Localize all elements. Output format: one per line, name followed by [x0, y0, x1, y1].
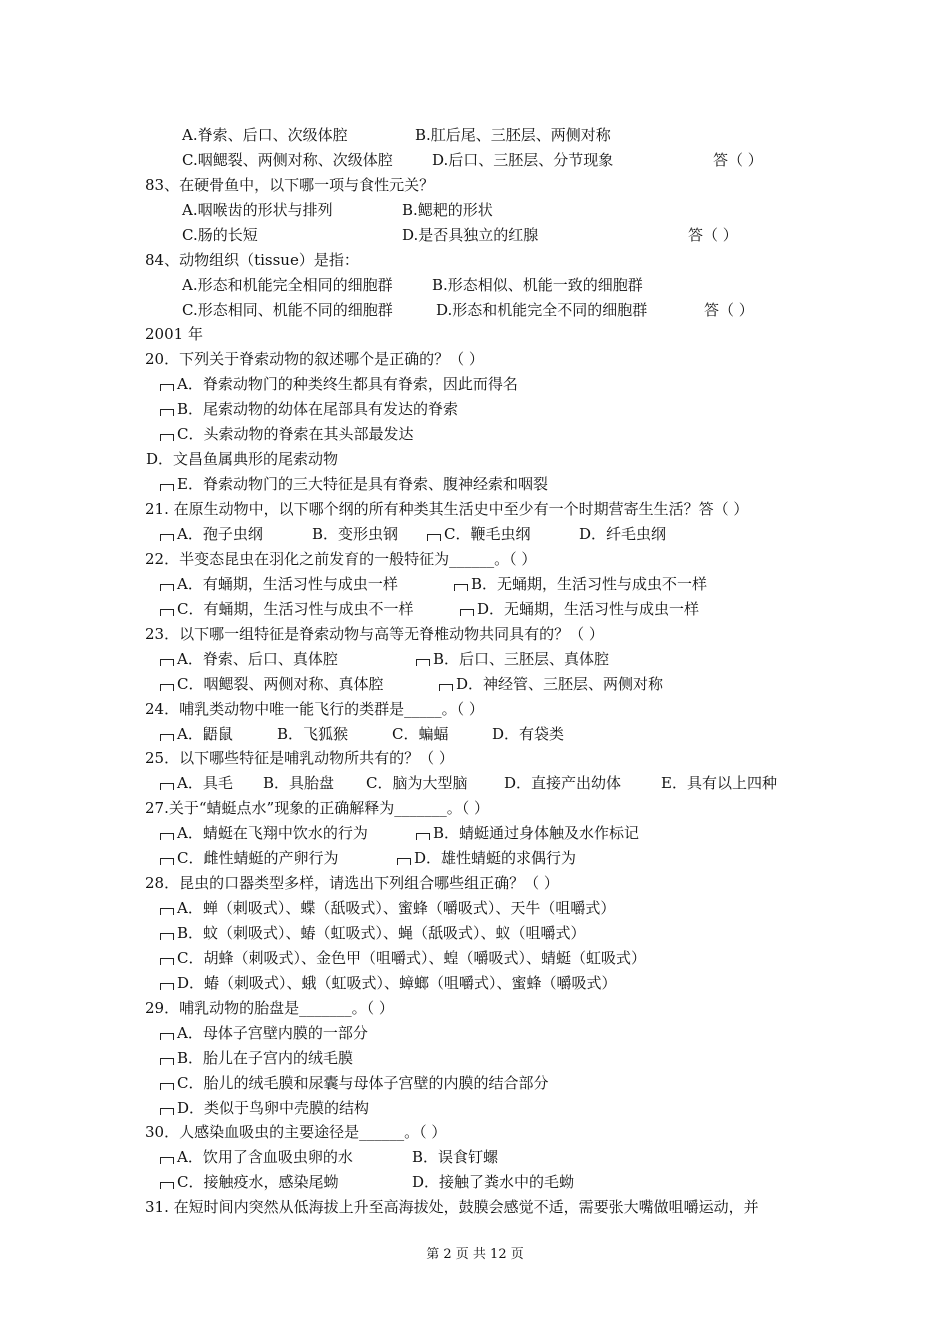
question-31: 31. 在短时间内突然从低海拔上升至高海拔处，鼓膜会感觉不适，需要张大嘴做咀嚼运动，并: [145, 1198, 759, 1216]
question-21: 21. 在原生动物中，以下哪个纲的所有种类其生活史中至少有一个时期营寄生生活？答（ ）: [145, 500, 749, 518]
q82-answer: 答（ ）: [713, 151, 763, 169]
q24-options: A．鼯鼠 B．飞狐猴 C．蝙蝠 D．有袋类: [160, 722, 564, 746]
question-27: 27.关于“蜻蜓点水”现象的正确解释为_______。（ ）: [145, 799, 489, 817]
q25-options: A．具毛 B．具胎盘 C．脑为大型脑 D．直接产出幼体 E．具有以上四种: [160, 771, 777, 795]
q28-option-b: B．蚊（刺吸式）、蝽（虹吸式）、蝇（舐吸式）、蚁（咀嚼式）: [160, 921, 586, 945]
checkbox-icon[interactable]: [160, 1157, 174, 1164]
checkbox-icon[interactable]: [160, 734, 174, 741]
question-23: 23．以下哪一组特征是脊索动物与高等无脊椎动物共同具有的？（ ）: [145, 625, 604, 643]
checkbox-icon[interactable]: [160, 534, 174, 541]
q28-option-d: D．蝽（刺吸式）、蛾（虹吸式）、蟑螂（咀嚼式）、蜜蜂（嚼吸式）: [160, 971, 617, 995]
checkbox-icon[interactable]: [160, 1058, 174, 1065]
q82-option-b: B.肛后尾、三胚层、两侧对称: [415, 126, 611, 144]
question-29: 29．哺乳动物的胎盘是_______。（ ）: [145, 999, 394, 1017]
q20-option-e: E．脊索动物门的三大特征是具有脊索、腹神经索和咽裂: [160, 472, 548, 496]
checkbox-icon[interactable]: [160, 833, 174, 840]
checkbox-icon[interactable]: [160, 783, 174, 790]
q23-options-cd: C．咽鳃裂、两侧对称、真体腔 D．神经管、三胚层、两侧对称: [160, 672, 663, 696]
q84-option-b: B.形态相似、机能一致的细胞群: [432, 276, 643, 294]
question-25: 25．以下哪些特征是哺乳动物所共有的？（ ）: [145, 749, 454, 767]
checkbox-icon[interactable]: [397, 858, 411, 865]
q82-option-a: A.脊索、后口、次级体腔: [182, 126, 348, 144]
q28-option-c: C．胡蜂（刺吸式）、金色甲（咀嚼式）、蝗（嚼吸式）、蜻蜓（虹吸式）: [160, 946, 646, 970]
checkbox-icon[interactable]: [160, 484, 174, 491]
q29-option-c: C．胎儿的绒毛膜和尿囊与母体子宫壁的内膜的结合部分: [160, 1071, 548, 1095]
question-22: 22．半变态昆虫在羽化之前发育的一般特征为______。（ ）: [145, 550, 537, 568]
q30-options-cd: C．接触疫水，感染尾蚴 D．接触了粪水中的毛蚴: [160, 1170, 574, 1194]
question-30: 30．人感染血吸虫的主要途径是______。（ ）: [145, 1123, 447, 1141]
q22-options-cd: C．有蛹期，生活习性与成虫不一样 D．无蛹期，生活习性与成虫一样: [160, 597, 699, 621]
q28-option-a: A．蝉（刺吸式）、蝶（舐吸式）、蜜蜂（嚼吸式）、天牛（咀嚼式）: [160, 896, 615, 920]
q82-option-c: C.咽鳃裂、两侧对称、次级体腔: [182, 151, 393, 169]
checkbox-icon[interactable]: [160, 609, 174, 616]
q83-option-b: B.鳃耙的形状: [402, 201, 493, 219]
checkbox-icon[interactable]: [160, 659, 174, 666]
checkbox-icon[interactable]: [416, 659, 430, 666]
q82-options-ab: [182, 123, 611, 147]
checkbox-icon[interactable]: [160, 384, 174, 391]
q84-options-cd: [182, 298, 647, 322]
checkbox-icon[interactable]: [160, 434, 174, 441]
checkbox-icon[interactable]: [160, 1083, 174, 1090]
page-footer: 第 2 页 共 12 页: [426, 1247, 524, 1262]
q84-options-ab: [182, 273, 643, 297]
q84-option-d: D.形态和机能完全不同的细胞群: [436, 301, 648, 319]
q30-options-ab: A．饮用了含血吸虫卵的水 B．误食钉螺: [160, 1145, 498, 1169]
q22-options-ab: A．有蛹期，生活习性与成虫一样 B．无蛹期，生活习性与成虫不一样: [160, 572, 707, 596]
checkbox-icon[interactable]: [160, 858, 174, 865]
q84-option-a: A.形态和机能完全相同的细胞群: [182, 276, 393, 294]
q82-option-d: D.后口、三胚层、分节现象: [432, 151, 614, 169]
q27-options-ab: A．蜻蜓在飞翔中饮水的行为 B．蜻蜓通过身体触及水作标记: [160, 821, 639, 845]
checkbox-icon[interactable]: [439, 684, 453, 691]
q84-option-c: C.形态相同、机能不同的细胞群: [182, 301, 393, 319]
q20-option-c: C．头索动物的脊索在其头部最发达: [160, 422, 413, 446]
checkbox-icon[interactable]: [160, 958, 174, 965]
q83-answer: 答（ ）: [688, 226, 738, 244]
question-24: 24．哺乳类动物中唯一能飞行的类群是_____。（ ）: [145, 700, 484, 718]
checkbox-icon[interactable]: [454, 584, 468, 591]
checkbox-icon[interactable]: [160, 983, 174, 990]
checkbox-icon[interactable]: [416, 833, 430, 840]
checkbox-icon[interactable]: [427, 534, 441, 541]
question-20: 20．下列关于脊索动物的叙述哪个是正确的？（ ）: [145, 350, 484, 368]
checkbox-icon[interactable]: [160, 1033, 174, 1040]
q21-options: A．孢子虫纲 B．变形虫钢 C．鞭毛虫纲 D．纤毛虫纲: [160, 522, 666, 546]
checkbox-icon[interactable]: [160, 908, 174, 915]
question-28: 28．昆虫的口器类型多样，请选出下列组合哪些组正确？（ ）: [145, 874, 559, 892]
q83-options-ab: [182, 198, 493, 222]
q20-option-b: B．尾索动物的幼体在尾部具有发达的脊索: [160, 397, 458, 421]
checkbox-icon[interactable]: [160, 684, 174, 691]
question-84: 84、动物组织（tissue）是指：: [145, 251, 359, 269]
q29-option-b: B．胎儿在子宫内的绒毛膜: [160, 1046, 353, 1070]
q83-option-a: A.咽喉齿的形状与排列: [182, 201, 333, 219]
checkbox-icon[interactable]: [160, 1182, 174, 1189]
q29-option-a: A．母体子宫壁内膜的一部分: [160, 1021, 368, 1045]
section-year: 2001 年: [145, 325, 203, 343]
q82-options-cd: [182, 148, 613, 172]
q20-option-d: D．文昌鱼属典形的尾索动物: [146, 450, 339, 468]
question-83: 83、在硬骨鱼中，以下哪一项与食性元关？: [145, 176, 435, 194]
q84-answer: 答（ ）: [704, 301, 754, 319]
q29-option-d: D．类似于鸟卵中壳膜的结构: [160, 1096, 369, 1120]
checkbox-icon[interactable]: [460, 609, 474, 616]
checkbox-icon[interactable]: [160, 933, 174, 940]
q83-option-c: C.肠的长短: [182, 226, 258, 244]
q20-option-a: A．脊索动物门的种类终生都具有脊索，因此而得名: [160, 372, 518, 396]
checkbox-icon[interactable]: [160, 584, 174, 591]
checkbox-icon[interactable]: [160, 409, 174, 416]
q23-options-ab: A．脊索、后口、真体腔 B．后口、三胚层、真体腔: [160, 647, 609, 671]
q27-options-cd: C．雌性蜻蜓的产卵行为 D．雄性蜻蜓的求偶行为: [160, 846, 576, 870]
checkbox-icon[interactable]: [160, 1108, 174, 1115]
q83-option-d: D.是否具独立的红腺: [402, 226, 539, 244]
q83-options-cd: [182, 223, 538, 247]
